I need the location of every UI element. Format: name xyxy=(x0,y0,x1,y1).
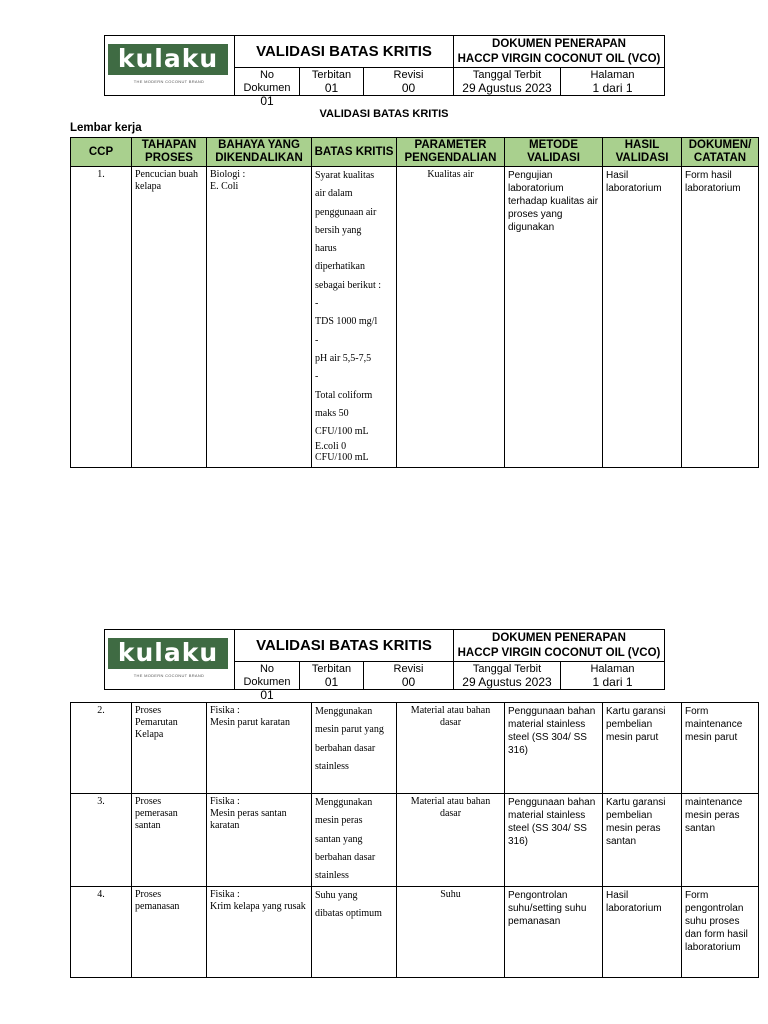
col-ccp: CCP xyxy=(71,138,132,167)
batas-line: dibatas optimum xyxy=(315,908,382,920)
cell-parameter: Material atau bahan dasar xyxy=(397,794,505,887)
table-row xyxy=(71,167,759,468)
doc-line1: DOKUMEN PENERAPAN xyxy=(492,632,626,644)
halaman-label: Halaman xyxy=(590,69,635,81)
no-dokumen-value: 01 xyxy=(260,688,274,702)
batas-line: mesin parut yang xyxy=(315,724,384,736)
halaman-value: 1 dari 1 xyxy=(592,675,633,689)
halaman-cell xyxy=(561,662,664,689)
cell-ccp: 2. xyxy=(71,703,132,794)
batas-lines xyxy=(315,887,393,924)
batas-line: Syarat kualitas xyxy=(315,170,375,181)
logo-text: kulaku xyxy=(117,44,219,73)
terbitan-label: Terbitan xyxy=(311,69,352,81)
col-batas: BATAS KRITIS xyxy=(312,138,397,167)
tanggal-value: 29 Agustus 2023 xyxy=(462,675,552,689)
cell-hasil: Kartu garansi pembelian mesin parut xyxy=(603,703,682,794)
cell-tahapan: Proses pemanasan xyxy=(132,887,207,978)
lembar-kerja-label: Lembar kerja xyxy=(70,122,142,134)
batas-line: - xyxy=(315,334,319,346)
terbitan-value: 01 xyxy=(324,81,339,95)
col-hasil: HASIL VALIDASI xyxy=(603,138,682,167)
header-doc-title xyxy=(454,630,664,662)
cell-metode: Penggunaan bahan material stainless steel (SS 304/ SS 316) xyxy=(505,794,603,887)
revisi-cell xyxy=(364,68,454,95)
cell-hasil: Kartu garansi pembelian mesin peras santan xyxy=(603,794,682,887)
header-title: VALIDASI BATAS KRITIS xyxy=(235,630,454,662)
batas-line: mesin peras xyxy=(315,815,363,827)
cell-metode: Penggunaan bahan material stainless steel (SS 304/ SS 316) xyxy=(505,703,603,794)
cell-metode: Pengujian laboratorium terhadap kualitas air proses yang digunakan xyxy=(505,167,603,468)
batas-line: sebagai berikut : xyxy=(315,279,382,291)
cell-batas xyxy=(312,794,397,887)
cell-ccp: 1. xyxy=(71,167,132,468)
terbitan-value: 01 xyxy=(324,675,339,689)
logo-cell xyxy=(105,36,235,95)
batas-tail: E.coli 0 CFU/100 mL xyxy=(315,441,369,464)
cell-hasil: Hasil laboratorium xyxy=(603,887,682,978)
batas-lines xyxy=(315,794,393,885)
revisi-label: Revisi xyxy=(393,69,424,81)
validation-table-1 xyxy=(70,137,759,468)
terbitan-label: Terbitan xyxy=(311,663,352,675)
batas-line: CFU/100 mL xyxy=(315,426,369,438)
cell-hasil: Hasil laboratorium xyxy=(603,167,682,468)
tanggal-label: Tanggal Terbit xyxy=(472,69,542,81)
cell-bahaya: Fisika : Krim kelapa yang rusak xyxy=(207,887,312,978)
cell-metode: Pengontrolan suhu/setting suhu pemanasan xyxy=(505,887,603,978)
table-row xyxy=(71,887,759,978)
no-dokumen-cell xyxy=(235,662,300,702)
halaman-cell xyxy=(561,68,664,95)
halaman-label: Halaman xyxy=(590,663,635,675)
doc-line2: HACCP VIRGIN COCONUT OIL (VCO) xyxy=(457,53,661,65)
batas-line: harus xyxy=(315,243,337,255)
batas-lines xyxy=(315,167,393,441)
batas-line: air dalam xyxy=(315,188,353,200)
tanggal-cell xyxy=(454,68,561,95)
revisi-value: 00 xyxy=(401,675,416,689)
no-dokumen-label: No Dokumen xyxy=(243,663,291,688)
document-header xyxy=(104,35,665,108)
batas-line: maks 50 xyxy=(315,407,349,419)
cell-tahapan: Pencucian buah kelapa xyxy=(132,167,207,468)
cell-dokumen: Form hasil laboratorium xyxy=(682,167,759,468)
kulaku-logo xyxy=(108,638,228,669)
validation-table-2 xyxy=(70,702,759,978)
cell-ccp: 4. xyxy=(71,887,132,978)
kulaku-logo xyxy=(108,44,228,75)
batas-line: Menggunakan xyxy=(315,797,373,808)
col-tahapan: TAHAPAN PROSES xyxy=(132,138,207,167)
cell-parameter: Material atau bahan dasar xyxy=(397,703,505,794)
doc-line2: HACCP VIRGIN COCONUT OIL (VCO) xyxy=(457,647,661,659)
no-dokumen-label: No Dokumen xyxy=(243,69,291,94)
cell-bahaya: Biologi : E. Coli xyxy=(207,167,312,468)
batas-lines xyxy=(315,703,393,776)
cell-ccp: 3. xyxy=(71,794,132,887)
halaman-value: 1 dari 1 xyxy=(592,81,633,95)
batas-line: pH air 5,5-7,5 xyxy=(315,352,372,364)
batas-line: penggunaan air xyxy=(315,206,377,218)
col-bahaya: BAHAYA YANG DIKENDALIKAN xyxy=(207,138,312,167)
batas-line: berbahan dasar xyxy=(315,851,376,863)
table-header-row xyxy=(71,138,759,167)
no-dokumen-value: 01 xyxy=(260,94,274,108)
logo-text: kulaku xyxy=(117,638,219,667)
batas-line: Menggunakan xyxy=(315,706,373,717)
header-doc-title xyxy=(454,36,664,68)
batas-line: diperhatikan xyxy=(315,261,365,273)
logo-cell xyxy=(105,630,235,689)
cell-parameter: Kualitas air xyxy=(397,167,505,468)
batas-line: stainless xyxy=(315,870,349,882)
terbitan-cell xyxy=(300,662,364,689)
document-header-2 xyxy=(104,629,665,702)
doc-line1: DOKUMEN PENERAPAN xyxy=(492,38,626,50)
cell-bahaya: Fisika : Mesin peras santan karatan xyxy=(207,794,312,887)
logo-tagline: THE MODERN COCONUT BRAND xyxy=(133,673,205,678)
batas-line: TDS 1000 mg/l xyxy=(315,316,378,328)
batas-line: berbahan dasar xyxy=(315,742,376,754)
page-title: VALIDASI BATAS KRITIS xyxy=(319,108,449,120)
cell-batas xyxy=(312,703,397,794)
batas-line: - xyxy=(315,371,319,383)
revisi-label: Revisi xyxy=(393,663,424,675)
batas-line: Suhu yang xyxy=(315,890,358,901)
cell-tahapan: Proses pemerasan santan xyxy=(132,794,207,887)
header-title: VALIDASI BATAS KRITIS xyxy=(235,36,454,68)
batas-line: santan yang xyxy=(315,833,363,845)
logo-tagline: THE MODERN COCONUT BRAND xyxy=(133,79,205,84)
cell-tahapan: Proses Pemarutan Kelapa xyxy=(132,703,207,794)
cell-parameter: Suhu xyxy=(397,887,505,978)
cell-bahaya: Fisika : Mesin parut karatan xyxy=(207,703,312,794)
batas-line: Total coliform xyxy=(315,389,373,401)
cell-dokumen: Form maintenance mesin parut xyxy=(682,703,759,794)
cell-dokumen: Form pengontrolan suhu proses dan form hasil laboratorium xyxy=(682,887,759,978)
col-parameter: PARAMETER PENGENDALIAN xyxy=(397,138,505,167)
tanggal-label: Tanggal Terbit xyxy=(472,663,542,675)
cell-dokumen: maintenance mesin peras santan xyxy=(682,794,759,887)
batas-line: bersih yang xyxy=(315,224,362,236)
table-row xyxy=(71,794,759,887)
table-row xyxy=(71,703,759,794)
no-dokumen-cell xyxy=(235,68,300,108)
col-metode: METODE VALIDASI xyxy=(505,138,603,167)
cell-batas xyxy=(312,887,397,978)
tanggal-cell xyxy=(454,662,561,689)
terbitan-cell xyxy=(300,68,364,95)
revisi-value: 00 xyxy=(401,81,416,95)
tanggal-value: 29 Agustus 2023 xyxy=(462,81,552,95)
batas-line: stainless xyxy=(315,760,349,772)
cell-batas xyxy=(312,167,397,468)
col-dokumen: DOKUMEN/ CATATAN xyxy=(682,138,759,167)
batas-line: - xyxy=(315,298,319,310)
revisi-cell xyxy=(364,662,454,689)
